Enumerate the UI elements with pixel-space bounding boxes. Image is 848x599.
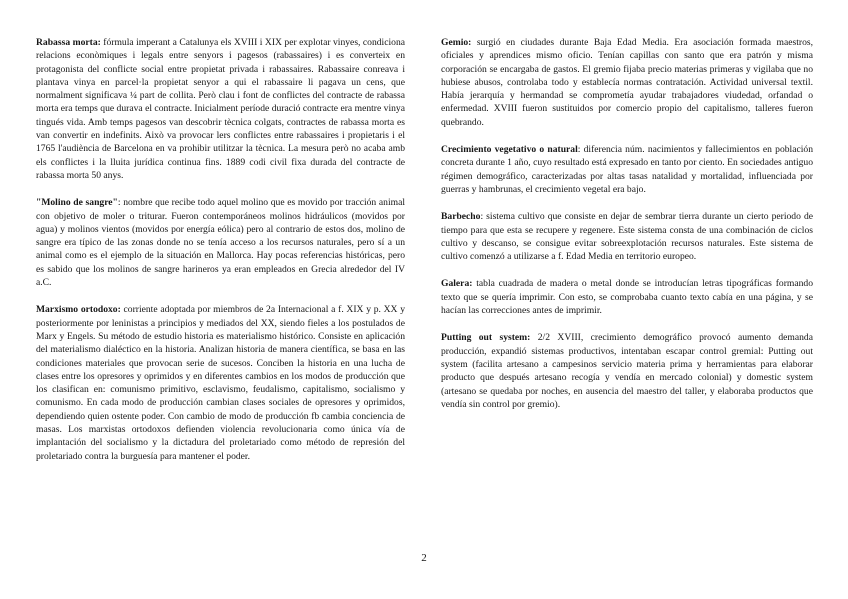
entry-molino-de-sangre (36, 196, 405, 289)
entry-galera (441, 277, 813, 317)
entry-term: Crecimiento vegetativo o natural (441, 144, 578, 156)
entry-crecimiento-vegetativo (441, 143, 813, 196)
entry-definition: : nombre que recibe todo aquel molino que es movido por tracción animal con objetivo de moler o triturar. Fueron contemporáneos molinos hidráulicos (movidos por agua) y molinos vientos (movidos por energía eólica) pero al contrario de estos dos, molino de sangre era típico de las zonas donde no se tenía acceso a los recursos naturales, pero sí a un animal como es el ejemplo de la situación en Mallorca. Hay pocas referencias históricas, pero es sabido que los molinos de sangre harineros ya eran empleados en Grecia alrededor del IV a.C. (36, 197, 405, 289)
entry-definition: : sistema cultivo que consiste en dejar de sembrar tierra durante un cierto periodo de tiempo para que esta se recupere y regenere. Este sistema consta de una combinación de ciclos cultivo y descanso, se consigue evitar sobreexplotación recursos naturales. Este sistema de cultivo comenzó a utilizarse a f. Edad Media en territorio europeo. (441, 211, 813, 263)
page-number: 2 (421, 552, 427, 564)
entry-term: Marxismo ortodoxo: (36, 304, 121, 316)
entry-term: Rabassa morta: (36, 37, 101, 48)
entry-term: "Molino de sangre" (36, 197, 118, 209)
entry-barbecho (441, 210, 813, 263)
entry-term: Putting out system: (441, 332, 531, 344)
entry-definition: 2/2 XVIII, crecimiento demográfico provocó aumento demanda producción, expandió sistemas productivos, intentaban escapar control gremial: Putting out system (facilita artesano a campesinos servicio materia prima y herramientas para elaborar producto que después artesano recogía y vendía en mercado colonial) y domestic system (artesano se quedaba por noches, en ausencia del maestro del taller, y elaboraba productos que vendía sin control por gremio). (441, 332, 813, 410)
entry-rabassa-morta (36, 36, 405, 182)
left-column (36, 36, 405, 477)
entry-definition: corriente adoptada por miembros de 2a Internacional a f. XIX y p. XX y posteriormente por leninistas a principios y mediados del XX, siendo fieles a los postulados de Marx y Engels. Su método de estudio historia es materialismo histórico. Consiste en aplicación del materialismo dialéctico en la historia. Analizan historia de manera científica, se basa en las condiciones materiales que provocan serie de sucesos. Conciben la historia en una lucha de clases entre los opresores y oprimidos y en diferentes cambios en los modos de producción que los clasifican en: comunismo primitivo, esclavismo, feudalismo, capitalismo, socialismo y comunismo. En cada modo de producción cambian clases sociales de opresores y oprimidos, dependiendo quien ostente poder. Con cambio de modo de producción fb cambia conciencia de masas. Los marxistas ortodoxos defienden violencia revolucionaria como única vía de implantación del socialismo y la dictadura del proletariado como método de represión del proletariado contra la burguesía para mantener el poder. (36, 304, 406, 462)
right-column (441, 36, 813, 425)
entry-term: Gemio: (441, 37, 472, 48)
entry-definition: surgió en ciudades durante Baja Edad Media. Era asociación formada maestros, oficiales y aprendices mismo oficio. Tenían capillas con santo que era patrón y misma corporación se encargaba de gastos. El gremio fijaba precio materias primeras y vigilaba que no hubiese abusos, controlaba todo y establecía normas contratación. Actividad universal textil. Había jerarquía y hermandad se comprometía ayudar trabajadores viudedad, orfandad o enfermedad. XVIII fueron sustituidos por comercio propio del capitalismo, talleres fueron quebrando. (441, 37, 813, 128)
entry-marxismo-ortodoxo (36, 303, 405, 463)
entry-definition: tabla cuadrada de madera o metal donde se introducían letras tipográficas formando texto que se quería imprimir. Con esto, se comprobaba cuanto texto cabía en una página, y se hacían las correcciones antes de imprimir. (441, 278, 813, 317)
entry-definition: fórmula imperant a Catalunya els XVIII i XIX per explotar vinyes, condiciona relacions econòmiques i legals entre senyors i pagesos (rabassaires) i es converteix en protagonista del conflicte social entre propietat privada i rabassaires. Rabassaire conreava i plantava vinya en parcel·la propietat senyor a qui el rabassaire li pagava un cens, que normalment significava ¼ part de collita. Però clau i font de conflictes del contracte de rabassa morta era temps que durava el contracte. Inicialment període duració contracte era mentre vinya tingués vida. Amb temps pagesos van descobrir tècnica colgats, contractes de rabassa morta es van convertir en indefinits. Això va provocar lers conflictes entre rabassaires i propietaris i el 1765 l'audiència de Barcelona en va prohibir utilitzar la tècnica. La mesura però no acaba amb els conflictes i la lluita jurídica continua fins. 1889 codi civil fixa durada del contracte de rabassa morta 50 anys. (36, 37, 405, 181)
entry-term: Barbecho (441, 211, 481, 223)
entry-term: Galera: (441, 278, 473, 290)
entry-putting-out-system (441, 331, 813, 411)
entry-gremio (441, 36, 813, 129)
entry-definition: : diferencia núm. nacimientos y fallecimientos en población concreta durante 1 año, cuyo resultado está expresado en tanto por ciento. En sociedades antiguo régimen demográfico, caracterizadas por altas tasas natalidad y mortalidad, influenciada por guerras y hambrunas, el crecimiento vegetal era bajo. (441, 144, 813, 195)
